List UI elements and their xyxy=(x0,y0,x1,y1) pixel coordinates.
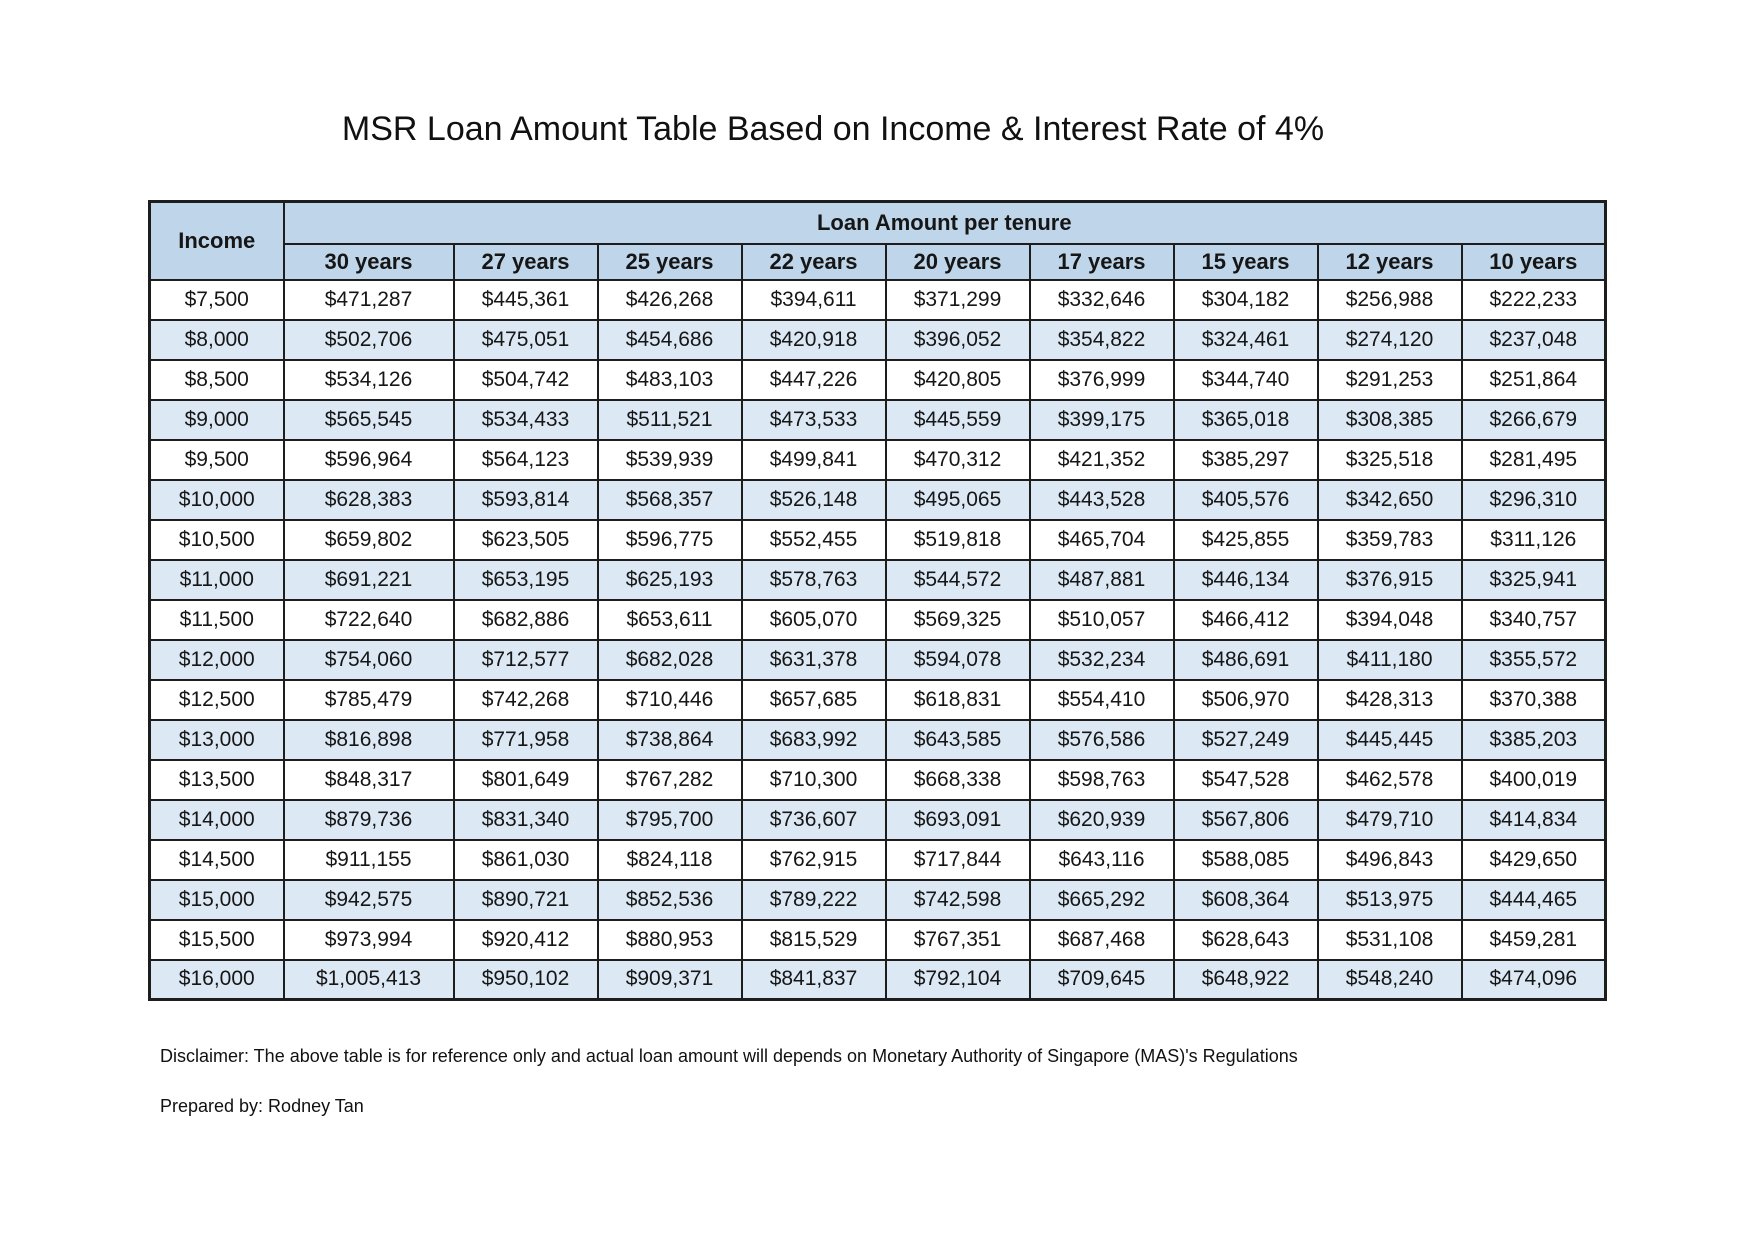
table-row xyxy=(150,400,1606,440)
income-cell: $11,500 xyxy=(150,600,284,640)
tenure-header: 12 years xyxy=(1318,244,1462,280)
table-row xyxy=(150,280,1606,320)
loan-amount-cell: $816,898 xyxy=(284,720,454,760)
loan-amount-cell: $394,048 xyxy=(1318,600,1462,640)
loan-amount-cell: $890,721 xyxy=(454,880,598,920)
loan-amount-cell: $473,533 xyxy=(742,400,886,440)
loan-amount-cell: $475,051 xyxy=(454,320,598,360)
loan-amount-cell: $324,461 xyxy=(1174,320,1318,360)
loan-amount-cell: $426,268 xyxy=(598,280,742,320)
loan-amount-cell: $344,740 xyxy=(1174,360,1318,400)
table-row xyxy=(150,640,1606,680)
tenure-header: 17 years xyxy=(1030,244,1174,280)
loan-amount-cell: $643,585 xyxy=(886,720,1030,760)
loan-amount-cell: $462,578 xyxy=(1318,760,1462,800)
loan-amount-cell: $593,814 xyxy=(454,480,598,520)
loan-amount-cell: $447,226 xyxy=(742,360,886,400)
loan-amount-cell: $405,576 xyxy=(1174,480,1318,520)
income-cell: $13,500 xyxy=(150,760,284,800)
loan-amount-cell: $504,742 xyxy=(454,360,598,400)
loan-amount-cell: $620,939 xyxy=(1030,800,1174,840)
loan-amount-cell: $653,195 xyxy=(454,560,598,600)
loan-amount-cell: $421,352 xyxy=(1030,440,1174,480)
loan-amount-cell: $394,611 xyxy=(742,280,886,320)
loan-amount-cell: $588,085 xyxy=(1174,840,1318,880)
tenure-header: 30 years xyxy=(284,244,454,280)
loan-amount-cell: $385,297 xyxy=(1174,440,1318,480)
loan-amount-cell: $567,806 xyxy=(1174,800,1318,840)
table-row xyxy=(150,320,1606,360)
loan-amount-cell: $631,378 xyxy=(742,640,886,680)
table-header xyxy=(150,202,1606,280)
loan-amount-cell: $499,841 xyxy=(742,440,886,480)
loan-amount-cell: $596,775 xyxy=(598,520,742,560)
table-row xyxy=(150,680,1606,720)
loan-amount-cell: $831,340 xyxy=(454,800,598,840)
loan-amount-cell: $539,939 xyxy=(598,440,742,480)
loan-amount-cell: $354,822 xyxy=(1030,320,1174,360)
loan-amount-cell: $554,410 xyxy=(1030,680,1174,720)
loan-amount-cell: $470,312 xyxy=(886,440,1030,480)
loan-amount-cell: $414,834 xyxy=(1462,800,1606,840)
loan-amount-cell: $400,019 xyxy=(1462,760,1606,800)
loan-amount-cell: $445,445 xyxy=(1318,720,1462,760)
income-cell: $10,000 xyxy=(150,480,284,520)
loan-amount-cell: $325,518 xyxy=(1318,440,1462,480)
loan-amount-cell: $256,988 xyxy=(1318,280,1462,320)
loan-amount-cell: $355,572 xyxy=(1462,640,1606,680)
loan-amount-cell: $950,102 xyxy=(454,960,598,1000)
income-cell: $11,000 xyxy=(150,560,284,600)
loan-amount-cell: $683,992 xyxy=(742,720,886,760)
loan-amount-cell: $762,915 xyxy=(742,840,886,880)
loan-amount-cell: $471,287 xyxy=(284,280,454,320)
loan-amount-cell: $861,030 xyxy=(454,840,598,880)
loan-amount-cell: $237,048 xyxy=(1462,320,1606,360)
loan-amount-cell: $487,881 xyxy=(1030,560,1174,600)
loan-amount-cell: $785,479 xyxy=(284,680,454,720)
loan-amount-cell: $682,028 xyxy=(598,640,742,680)
income-cell: $9,500 xyxy=(150,440,284,480)
loan-amount-cell: $578,763 xyxy=(742,560,886,600)
loan-amount-cell: $693,091 xyxy=(886,800,1030,840)
loan-amount-cell: $502,706 xyxy=(284,320,454,360)
loan-amount-cell: $548,240 xyxy=(1318,960,1462,1000)
loan-amount-cell: $625,193 xyxy=(598,560,742,600)
loan-amount-cell: $376,999 xyxy=(1030,360,1174,400)
loan-amount-cell: $738,864 xyxy=(598,720,742,760)
loan-amount-cell: $608,364 xyxy=(1174,880,1318,920)
loan-amount-cell: $618,831 xyxy=(886,680,1030,720)
income-cell: $8,500 xyxy=(150,360,284,400)
loan-amount-cell: $325,941 xyxy=(1462,560,1606,600)
loan-amount-cell: $605,070 xyxy=(742,600,886,640)
loan-amount-cell: $428,313 xyxy=(1318,680,1462,720)
income-cell: $15,000 xyxy=(150,880,284,920)
tenure-header: 20 years xyxy=(886,244,1030,280)
loan-table-container xyxy=(148,200,1604,1001)
loan-amount-cell: $486,691 xyxy=(1174,640,1318,680)
loan-amount-cell: $526,148 xyxy=(742,480,886,520)
table-row xyxy=(150,440,1606,480)
table-row xyxy=(150,760,1606,800)
loan-amount-cell: $370,388 xyxy=(1462,680,1606,720)
loan-amount-cell: $266,679 xyxy=(1462,400,1606,440)
table-row xyxy=(150,880,1606,920)
loan-amount-cell: $534,126 xyxy=(284,360,454,400)
loan-amount-cell: $742,268 xyxy=(454,680,598,720)
loan-amount-cell: $483,103 xyxy=(598,360,742,400)
loan-amount-cell: $909,371 xyxy=(598,960,742,1000)
loan-amount-cell: $841,837 xyxy=(742,960,886,1000)
loan-amount-cell: $274,120 xyxy=(1318,320,1462,360)
loan-amount-cell: $736,607 xyxy=(742,800,886,840)
loan-amount-cell: $411,180 xyxy=(1318,640,1462,680)
group-header-row xyxy=(150,202,1606,244)
loan-amount-cell: $911,155 xyxy=(284,840,454,880)
loan-amount-cell: $880,953 xyxy=(598,920,742,960)
loan-amount-cell: $365,018 xyxy=(1174,400,1318,440)
loan-amount-cell: $568,357 xyxy=(598,480,742,520)
loan-amount-cell: $717,844 xyxy=(886,840,1030,880)
loan-amount-cell: $399,175 xyxy=(1030,400,1174,440)
loan-amount-cell: $659,802 xyxy=(284,520,454,560)
loan-amount-cell: $767,282 xyxy=(598,760,742,800)
income-cell: $15,500 xyxy=(150,920,284,960)
loan-amount-cell: $513,975 xyxy=(1318,880,1462,920)
loan-amount-cell: $251,864 xyxy=(1462,360,1606,400)
loan-amount-cell: $628,383 xyxy=(284,480,454,520)
tenure-header: 22 years xyxy=(742,244,886,280)
loan-amount-cell: $446,134 xyxy=(1174,560,1318,600)
loan-amount-cell: $795,700 xyxy=(598,800,742,840)
loan-amount-cell: $771,958 xyxy=(454,720,598,760)
table-row xyxy=(150,840,1606,880)
loan-amount-cell: $815,529 xyxy=(742,920,886,960)
loan-amount-cell: $296,310 xyxy=(1462,480,1606,520)
loan-amount-cell: $942,575 xyxy=(284,880,454,920)
loan-amount-cell: $710,446 xyxy=(598,680,742,720)
loan-amount-cell: $565,545 xyxy=(284,400,454,440)
loan-amount-cell: $396,052 xyxy=(886,320,1030,360)
loan-amount-cell: $281,495 xyxy=(1462,440,1606,480)
loan-amount-cell: $852,536 xyxy=(598,880,742,920)
table-row xyxy=(150,520,1606,560)
loan-amount-cell: $569,325 xyxy=(886,600,1030,640)
loan-amount-cell: $682,886 xyxy=(454,600,598,640)
disclaimer-text: Disclaimer: The above table is for reference only and actual loan amount will depends on Monetary Authority of Singapore (MAS)'s Regulations xyxy=(160,1046,1298,1066)
loan-amount-cell: $598,763 xyxy=(1030,760,1174,800)
tenure-header: 25 years xyxy=(598,244,742,280)
loan-amount-cell: $479,710 xyxy=(1318,800,1462,840)
loan-amount-cell: $532,234 xyxy=(1030,640,1174,680)
loan-amount-cell: $801,649 xyxy=(454,760,598,800)
loan-amount-cell: $653,611 xyxy=(598,600,742,640)
loan-amount-cell: $311,126 xyxy=(1462,520,1606,560)
table-row xyxy=(150,720,1606,760)
loan-amount-cell: $668,338 xyxy=(886,760,1030,800)
loan-amount-cell: $920,412 xyxy=(454,920,598,960)
loan-amount-cell: $879,736 xyxy=(284,800,454,840)
loan-amount-cell: $534,433 xyxy=(454,400,598,440)
loan-amount-cell: $547,528 xyxy=(1174,760,1318,800)
income-cell: $12,000 xyxy=(150,640,284,680)
loan-amount-cell: $722,640 xyxy=(284,600,454,640)
income-cell: $8,000 xyxy=(150,320,284,360)
loan-amount-cell: $792,104 xyxy=(886,960,1030,1000)
loan-amount-cell: $628,643 xyxy=(1174,920,1318,960)
loan-amount-cell: $665,292 xyxy=(1030,880,1174,920)
loan-amount-cell: $359,783 xyxy=(1318,520,1462,560)
loan-amount-cell: $308,385 xyxy=(1318,400,1462,440)
table-row xyxy=(150,920,1606,960)
loan-amount-cell: $824,118 xyxy=(598,840,742,880)
table-row xyxy=(150,600,1606,640)
loan-amount-cell: $848,317 xyxy=(284,760,454,800)
loan-amount-cell: $552,455 xyxy=(742,520,886,560)
loan-amount-cell: $643,116 xyxy=(1030,840,1174,880)
loan-amount-cell: $385,203 xyxy=(1462,720,1606,760)
loan-amount-cell: $657,685 xyxy=(742,680,886,720)
loan-amount-cell: $443,528 xyxy=(1030,480,1174,520)
loan-amount-cell: $506,970 xyxy=(1174,680,1318,720)
income-cell: $9,000 xyxy=(150,400,284,440)
loan-amount-cell: $445,559 xyxy=(886,400,1030,440)
income-cell: $10,500 xyxy=(150,520,284,560)
tenure-header: 15 years xyxy=(1174,244,1318,280)
loan-amount-cell: $510,057 xyxy=(1030,600,1174,640)
loan-amount-cell: $564,123 xyxy=(454,440,598,480)
loan-amount-table xyxy=(148,200,1607,1001)
loan-amount-cell: $594,078 xyxy=(886,640,1030,680)
loan-amount-cell: $340,757 xyxy=(1462,600,1606,640)
tenure-header: 10 years xyxy=(1462,244,1606,280)
table-row xyxy=(150,480,1606,520)
loan-amount-cell: $342,650 xyxy=(1318,480,1462,520)
table-row xyxy=(150,800,1606,840)
loan-amount-cell: $222,233 xyxy=(1462,280,1606,320)
loan-amount-cell: $712,577 xyxy=(454,640,598,680)
income-cell: $7,500 xyxy=(150,280,284,320)
loan-amount-cell: $429,650 xyxy=(1462,840,1606,880)
loan-amount-cell: $465,704 xyxy=(1030,520,1174,560)
loan-amount-cell: $687,468 xyxy=(1030,920,1174,960)
loan-amount-cell: $691,221 xyxy=(284,560,454,600)
loan-amount-cell: $304,182 xyxy=(1174,280,1318,320)
prepared-by-text: Prepared by: Rodney Tan xyxy=(160,1096,364,1116)
loan-amount-cell: $459,281 xyxy=(1462,920,1606,960)
loan-amount-cell: $425,855 xyxy=(1174,520,1318,560)
loan-amount-cell: $420,918 xyxy=(742,320,886,360)
loan-amount-cell: $495,065 xyxy=(886,480,1030,520)
loan-amount-cell: $576,586 xyxy=(1030,720,1174,760)
loan-amount-cell: $623,505 xyxy=(454,520,598,560)
income-cell: $16,000 xyxy=(150,960,284,1000)
loan-amount-cell: $511,521 xyxy=(598,400,742,440)
tenure-header: 27 years xyxy=(454,244,598,280)
income-cell: $12,500 xyxy=(150,680,284,720)
loan-amount-cell: $376,915 xyxy=(1318,560,1462,600)
loan-amount-cell: $291,253 xyxy=(1318,360,1462,400)
loan-amount-cell: $754,060 xyxy=(284,640,454,680)
loan-amount-cell: $710,300 xyxy=(742,760,886,800)
income-cell: $14,500 xyxy=(150,840,284,880)
loan-amount-cell: $1,005,413 xyxy=(284,960,454,1000)
loan-amount-cell: $371,299 xyxy=(886,280,1030,320)
loan-amount-cell: $767,351 xyxy=(886,920,1030,960)
loan-amount-cell: $596,964 xyxy=(284,440,454,480)
loan-amount-cell: $544,572 xyxy=(886,560,1030,600)
loan-amount-cell: $496,843 xyxy=(1318,840,1462,880)
loan-amount-cell: $466,412 xyxy=(1174,600,1318,640)
loan-amount-cell: $474,096 xyxy=(1462,960,1606,1000)
page-title: MSR Loan Amount Table Based on Income & Interest Rate of 4% xyxy=(341,110,1325,148)
loan-amount-group-header: Loan Amount per tenure xyxy=(284,202,1606,244)
table-body xyxy=(150,280,1606,1000)
loan-amount-cell: $519,818 xyxy=(886,520,1030,560)
loan-amount-cell: $527,249 xyxy=(1174,720,1318,760)
income-cell: $13,000 xyxy=(150,720,284,760)
loan-amount-cell: $973,994 xyxy=(284,920,454,960)
loan-amount-cell: $444,465 xyxy=(1462,880,1606,920)
loan-amount-cell: $531,108 xyxy=(1318,920,1462,960)
table-row xyxy=(150,360,1606,400)
loan-amount-cell: $445,361 xyxy=(454,280,598,320)
tenure-header-row xyxy=(150,244,1606,280)
loan-amount-cell: $648,922 xyxy=(1174,960,1318,1000)
income-column-header: Income xyxy=(150,202,284,280)
loan-amount-cell: $420,805 xyxy=(886,360,1030,400)
loan-amount-cell: $742,598 xyxy=(886,880,1030,920)
loan-amount-cell: $709,645 xyxy=(1030,960,1174,1000)
loan-amount-cell: $789,222 xyxy=(742,880,886,920)
table-row xyxy=(150,560,1606,600)
table-row xyxy=(150,960,1606,1000)
loan-amount-cell: $332,646 xyxy=(1030,280,1174,320)
income-cell: $14,000 xyxy=(150,800,284,840)
loan-amount-cell: $454,686 xyxy=(598,320,742,360)
